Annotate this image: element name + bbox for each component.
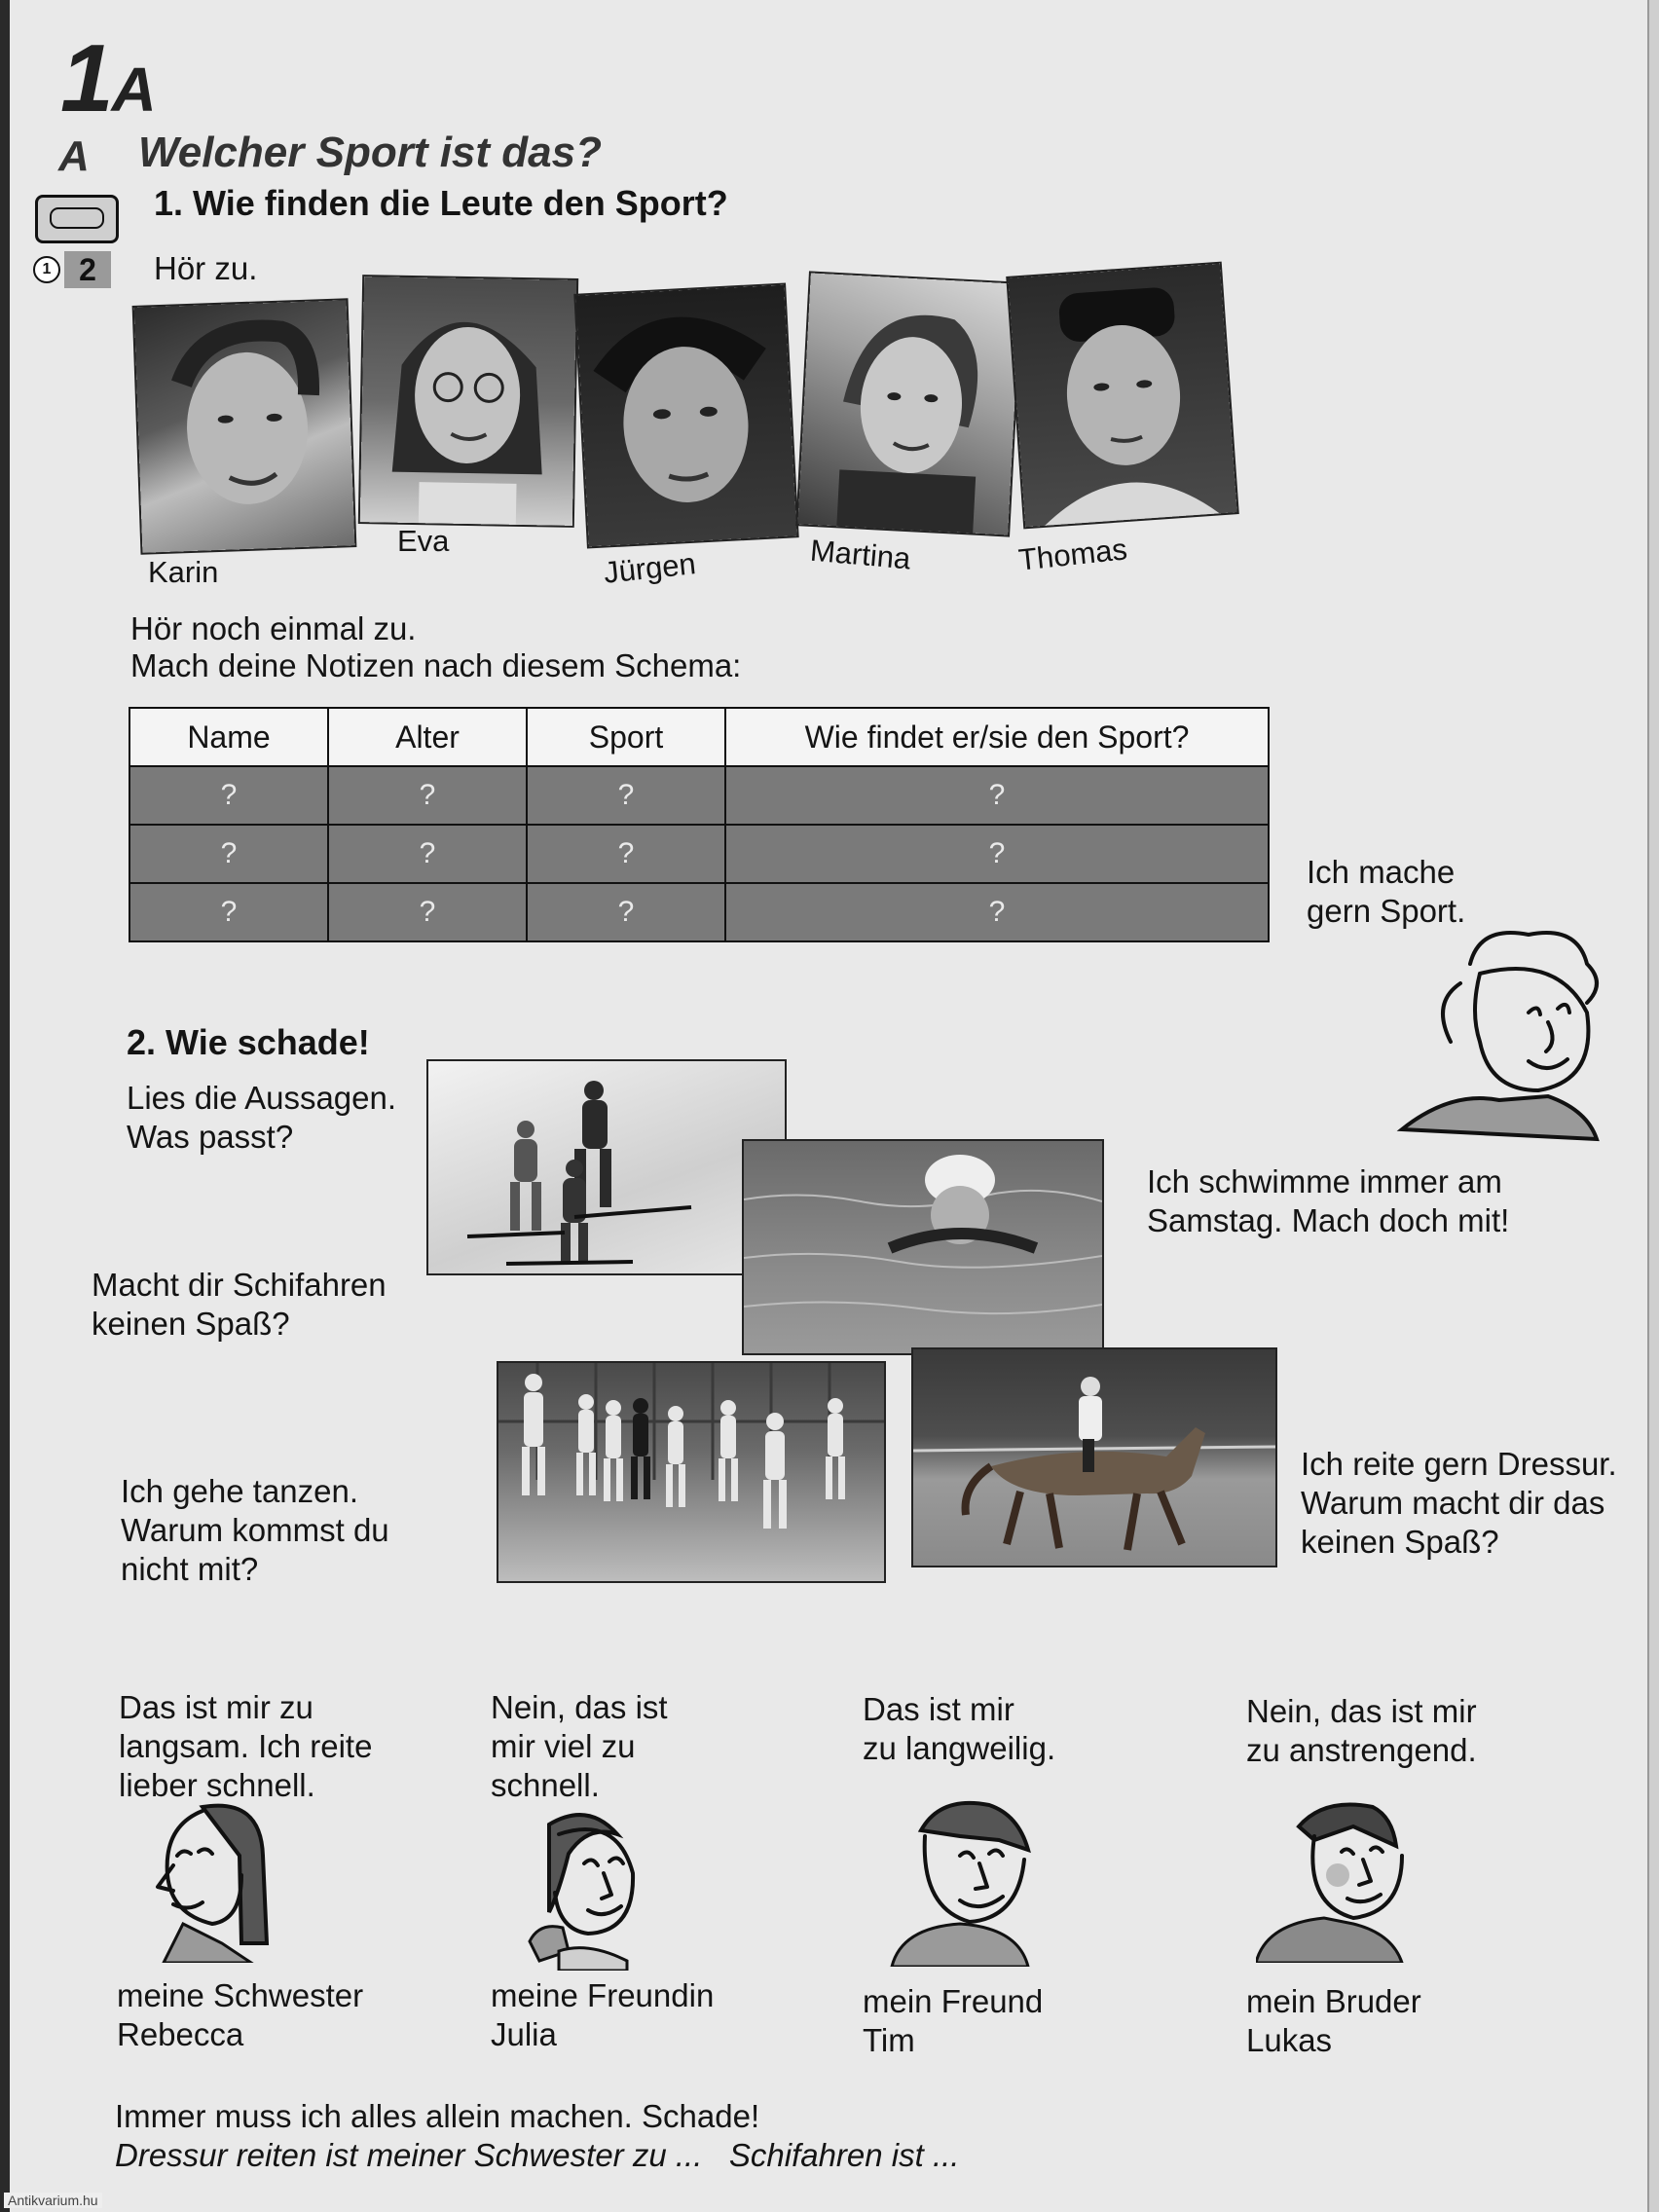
- exercise2-title: 2. Wie schade!: [127, 1022, 370, 1062]
- table-cell: ?: [527, 766, 725, 825]
- exercise1-instruction: Hör zu.: [154, 250, 258, 286]
- response-rebecca-line1: Das ist mir zu: [119, 1689, 313, 1725]
- name-julia-line2: Julia: [491, 2016, 557, 2052]
- person-name-martina: Martina: [808, 533, 912, 576]
- response-lukas-line2: zu anstrengend.: [1246, 1732, 1477, 1768]
- dance-statement-line2: Warum kommst du: [121, 1512, 389, 1548]
- response-lukas-line1: Nein, das ist mir: [1246, 1693, 1477, 1729]
- portrait-photo-martina: [797, 274, 1020, 535]
- table-cell: ?: [129, 883, 328, 941]
- next-page-edge: [1647, 0, 1659, 2212]
- response-julia-line2: mir viel zu: [491, 1728, 636, 1764]
- ski-statement-line2: keinen Spaß?: [92, 1306, 290, 1342]
- ski-statement-line1: Macht dir Schifahren: [92, 1267, 387, 1303]
- horse-riding-photo: [913, 1349, 1275, 1566]
- closing-line2: Dressur reiten ist meiner Schwester zu ... Schifahren ist ...: [115, 2137, 960, 2173]
- dancing-photo: [498, 1363, 884, 1581]
- cartoon-tim-drawing: [882, 1791, 1038, 1967]
- page-binding-edge: [0, 0, 10, 2212]
- skiing-photo: [428, 1061, 785, 1273]
- cartoon-lukas-drawing: [1256, 1797, 1412, 1963]
- table-header-row: [129, 708, 1269, 766]
- watermark: Antikvarium.hu: [4, 2193, 102, 2208]
- response-julia-line1: Nein, das ist: [491, 1689, 668, 1725]
- cd-number: 1: [33, 256, 60, 283]
- bubble-line2: gern Sport.: [1307, 893, 1466, 929]
- table-header: Alter: [328, 708, 527, 766]
- section-letter: A: [58, 132, 90, 180]
- cartoon-julia-drawing: [520, 1805, 646, 1971]
- table-header: Wie findet er/sie den Sport?: [725, 708, 1269, 766]
- cartoon-rebecca-drawing: [134, 1797, 290, 1963]
- person-name-karin: Karin: [148, 555, 219, 589]
- response-rebecca-line3: lieber schnell.: [119, 1767, 315, 1803]
- swimming-photo: [744, 1141, 1102, 1353]
- table-cell: ?: [328, 766, 527, 825]
- unit-number: 1: [60, 24, 112, 131]
- person-name-juergen: Jürgen: [602, 546, 698, 590]
- name-rebecca-line2: Rebecca: [117, 2016, 244, 2052]
- name-julia-line1: meine Freundin: [491, 1977, 715, 2013]
- table-row: [129, 883, 1269, 941]
- exercise1-title: 1. Wie finden die Leute den Sport?: [154, 183, 728, 223]
- portrait-photo-thomas: [1008, 264, 1236, 528]
- exercise1-instruction2-line1: Hör noch einmal zu.: [130, 610, 417, 646]
- response-tim-line1: Das ist mir: [863, 1691, 1014, 1727]
- table-row: [129, 825, 1269, 883]
- table-row: [129, 766, 1269, 825]
- response-julia-line3: schnell.: [491, 1767, 600, 1803]
- table-cell: ?: [328, 825, 527, 883]
- table-cell: ?: [725, 825, 1269, 883]
- table-header: Sport: [527, 708, 725, 766]
- portrait-photo-juergen: [575, 285, 796, 547]
- table-cell: ?: [129, 766, 328, 825]
- ride-statement-line3: keinen Spaß?: [1301, 1524, 1499, 1560]
- exercise2-instruction-line2: Was passt?: [127, 1119, 294, 1155]
- section-title: Welcher Sport ist das?: [138, 129, 602, 176]
- portrait-photo-eva: [360, 276, 576, 526]
- table-cell: ?: [725, 766, 1269, 825]
- response-tim-line2: zu langweilig.: [863, 1730, 1056, 1766]
- table-header: Name: [129, 708, 328, 766]
- bubble-line1: Ich mache: [1307, 854, 1456, 890]
- table-cell: ?: [527, 825, 725, 883]
- swim-statement-line2: Samstag. Mach doch mit!: [1147, 1202, 1510, 1238]
- name-rebecca-line1: meine Schwester: [117, 1977, 364, 2013]
- person-name-eva: Eva: [397, 524, 450, 558]
- unit-label: [60, 23, 155, 133]
- portrait-photo-karin: [134, 300, 355, 552]
- exercise1-instruction2-line2: Mach deine Notizen nach diesem Schema:: [130, 647, 742, 683]
- exercise2-instruction-line1: Lies die Aussagen.: [127, 1080, 397, 1116]
- ride-statement-line2: Warum macht dir das: [1301, 1485, 1605, 1521]
- name-lukas-line1: mein Bruder: [1246, 1983, 1421, 2019]
- swim-statement-line1: Ich schwimme immer am: [1147, 1163, 1502, 1199]
- name-lukas-line2: Lukas: [1246, 2022, 1333, 2058]
- cartoon-girl-drawing: [1392, 905, 1616, 1159]
- unit-letter: A: [111, 55, 155, 125]
- table-cell: ?: [527, 883, 725, 941]
- dance-statement-line1: Ich gehe tanzen.: [121, 1473, 359, 1509]
- response-rebecca-line2: langsam. Ich reite: [119, 1728, 373, 1764]
- table-cell: ?: [129, 825, 328, 883]
- cassette-icon: [35, 195, 119, 243]
- name-tim-line2: Tim: [863, 2022, 915, 2058]
- name-tim-line1: mein Freund: [863, 1983, 1044, 2019]
- notes-schema-table: [129, 707, 1270, 942]
- closing-line1: Immer muss ich alles allein machen. Schade!: [115, 2098, 760, 2134]
- track-number: 2: [64, 251, 111, 288]
- ride-statement-line1: Ich reite gern Dressur.: [1301, 1446, 1617, 1482]
- table-cell: ?: [328, 883, 527, 941]
- audio-track-badge: [33, 251, 111, 288]
- person-name-thomas: Thomas: [1016, 532, 1129, 577]
- table-cell: ?: [725, 883, 1269, 941]
- dance-statement-line3: nicht mit?: [121, 1551, 259, 1587]
